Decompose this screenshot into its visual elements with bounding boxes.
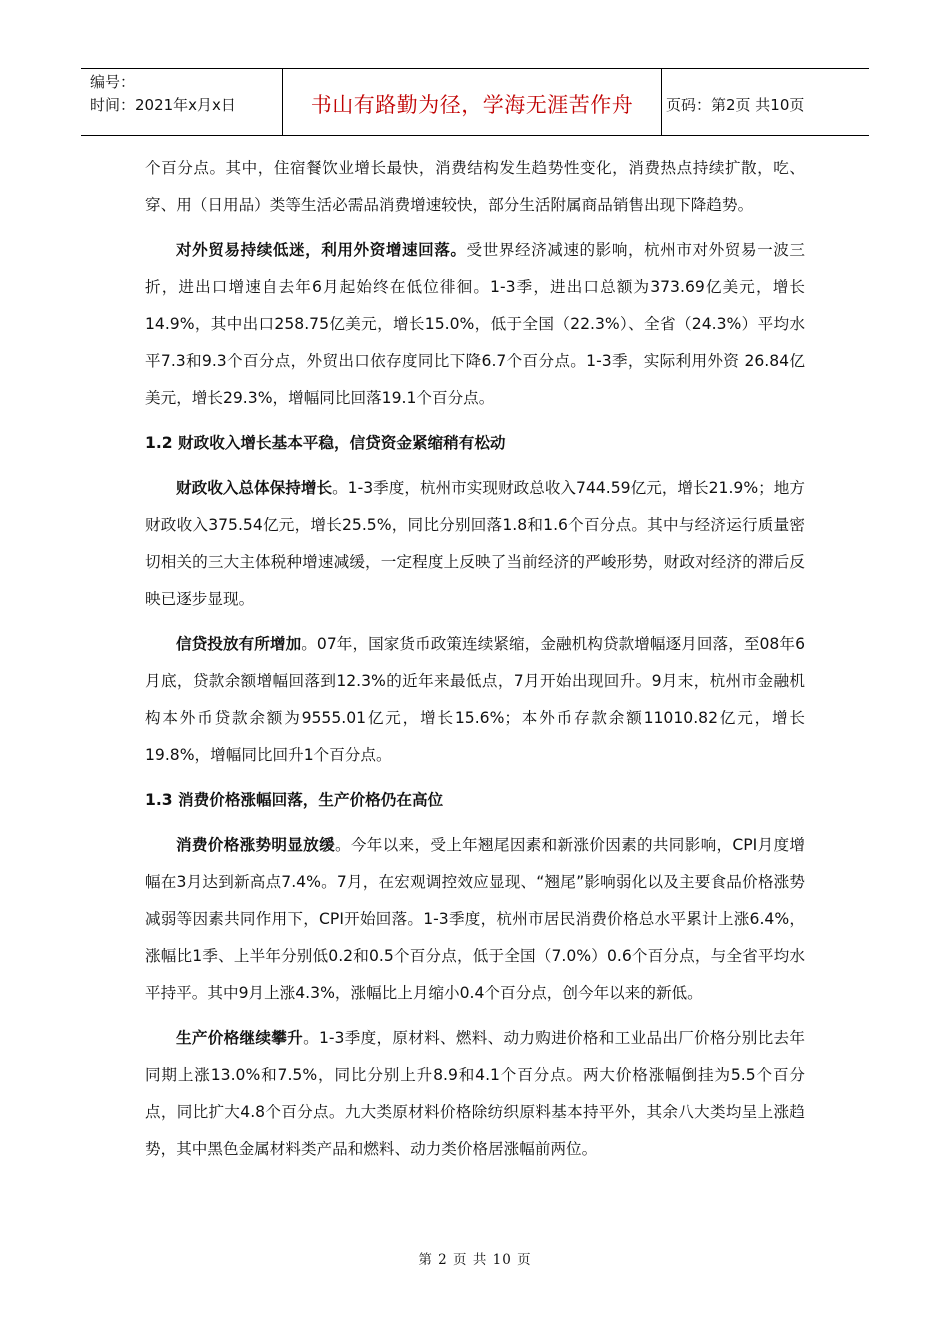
paragraph-text: 受世界经济减速的影响，杭州市对外贸易一波三折，进出口增速自去年6月起始终在低位徘徊。1-3季，进出口总额为373.69亿美元，增长14.9%，其中出口258.75亿美元，增长15.0%，低于全国（22.3%）、全省（24.3%）平均水平7.3和9.3个百分点，外贸出口依存度同比下降6.7个百分点。1-3季，实际利用外资 26.84亿美元，增长29.3%，增幅同比回落19.1个百分点。 [145, 241, 805, 407]
page-header [81, 68, 869, 136]
paragraph-credit [145, 626, 805, 774]
paragraph-fiscal-revenue [145, 470, 805, 618]
header-page-cell [662, 69, 869, 135]
paragraph-lead: 消费价格涨势明显放缓 [176, 836, 335, 854]
paragraph-lead: 财政收入总体保持增长 [176, 479, 333, 497]
header-meta-cell [81, 69, 283, 135]
paragraph-text: 。07年，国家货币政策连续紧缩，金融机构贷款增幅逐月回落，至08年6月底，贷款余额增幅回落到12.3%的近年来最低点，7月开始出现回升。9月末，杭州市金融机构本外币贷款余额为9555.01亿元，增长15.6%；本外币存款余额11010.82亿元，增长19.8%，增幅同比回升1个百分点。 [145, 635, 805, 764]
document-time-label: 时间：2021年x月x日 [90, 96, 236, 114]
paragraph-foreign-trade [145, 232, 805, 417]
paragraph-producer-price [145, 1020, 805, 1168]
paragraph-lead: 对外贸易持续低迷，利用外资增速回落。 [176, 241, 467, 259]
document-body [145, 150, 805, 1176]
paragraph-lead: 生产价格继续攀升 [176, 1029, 304, 1047]
paragraph-text: 。1-3季度，原材料、燃料、动力购进价格和工业品出厂价格分别比去年同期上涨13.0%和7.5%，同比分别上升8.9和4.1个百分点。两大价格涨幅倒挂为5.5个百分点，同比扩大4.8个百分点。九大类原材料价格除纺织原料基本持平外，其余八大类均呈上涨趋势，其中黑色金属材料类产品和燃料、动力类价格居涨幅前两位。 [145, 1029, 805, 1158]
paragraph-consumer-price [145, 827, 805, 1012]
header-motto-cell [283, 69, 662, 135]
paragraph-text: 。1-3季度，杭州市实现财政总收入744.59亿元，增长21.9%；地方财政收入375.54亿元，增长25.5%，同比分别回落1.8和1.6个百分点。其中与经济运行质量密切相关的三大主体税种增速减缓，一定程度上反映了当前经济的严峻形势，财政对经济的滞后反映已逐步显现。 [145, 479, 805, 608]
paragraph-text: 。今年以来，受上年翘尾因素和新涨价因素的共同影响，CPI月度增幅在3月达到新高点7.4%。7月，在宏观调控效应显现、“翘尾”影响弱化以及主要食品价格涨势减弱等因素共同作用下，CPI开始回落。1-3季度，杭州市居民消费价格总水平累计上涨6.4%，涨幅比1季、上半年分别低0.2和0.5个百分点，低于全国（7.0%）0.6个百分点，与全省平均水平持平。其中9月上涨4.3%，涨幅比上月缩小0.4个百分点，创今年以来的新低。 [145, 836, 805, 1002]
paragraph-lead: 信贷投放有所增加 [176, 635, 302, 653]
section-heading-1-3: 1.3 消费价格涨幅回落，生产价格仍在高位 [145, 791, 444, 809]
page-footer: 第 2 页 共 10 页 [418, 1252, 532, 1268]
document-number-label: 编号： [90, 73, 136, 91]
section-heading-1-2: 1.2 财政收入增长基本平稳，信贷资金紧缩稍有松动 [145, 434, 506, 452]
header-page-info: 页码：第2页 共10页 [666, 96, 805, 114]
paragraph-continuation: 个百分点。其中，住宿餐饮业增长最快，消费结构发生趋势性变化，消费热点持续扩散，吃、穿、用（日用品）类等生活必需品消费增速较快，部分生活附属商品销售出现下降趋势。 [145, 159, 805, 214]
header-motto: 书山有路勤为径，学海无涯苦作舟 [310, 93, 634, 117]
